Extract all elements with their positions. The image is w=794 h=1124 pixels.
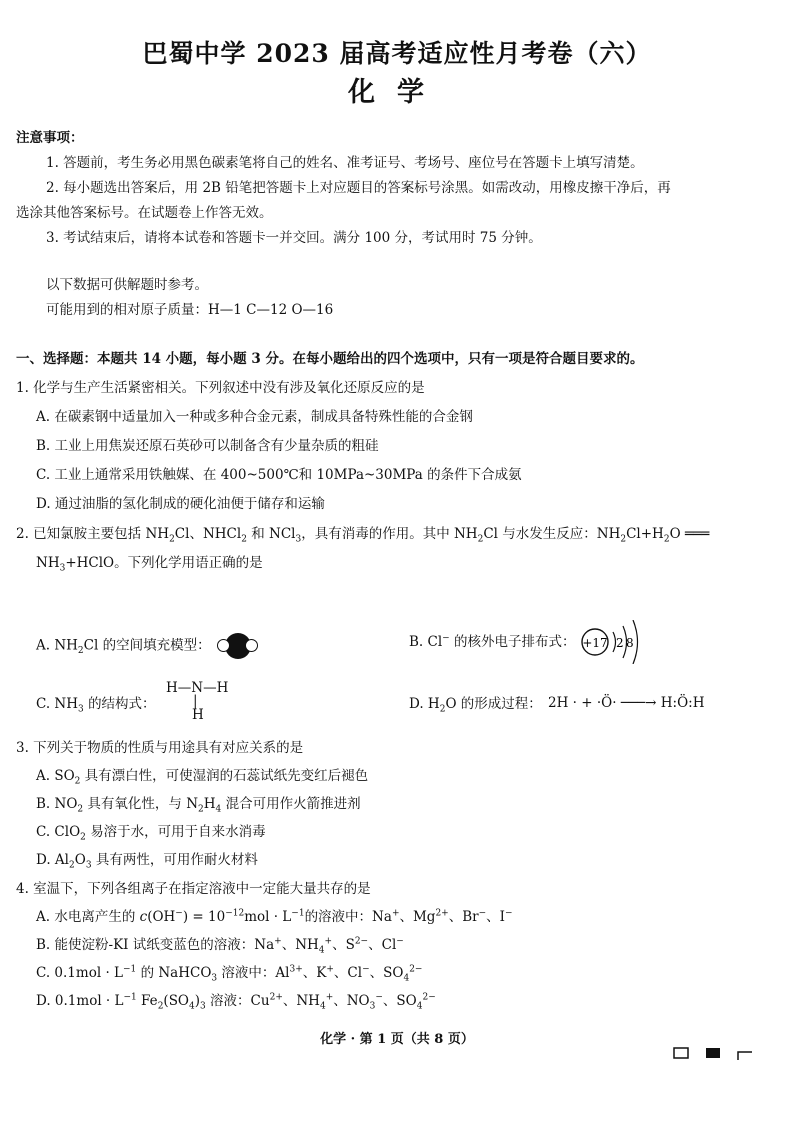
svg-text:2: 2 bbox=[616, 636, 624, 650]
q2-option-c: C. $NH_3$ 的结构式： bbox=[36, 696, 156, 715]
svg-text:+17: +17 bbox=[582, 636, 608, 650]
q3-stem: 3. 下列关于物质的性质与用途具有对应关系的是 bbox=[16, 740, 304, 756]
q3-option-c: C. ClO$_2$ 易溶于水，可用于自来水消毒 bbox=[36, 824, 266, 843]
q2-a-label: 的空间填充模型： bbox=[102, 637, 211, 654]
q2-d-label: 的形成过程： bbox=[460, 696, 542, 712]
q4-option-d: D. $0.1mol \cdot L^{-1}$ $Fe_2(SO_4)_3$ 溶液：$Cu^{2+}$、$NH_4^+$、$NO_3^-$、$SO_4^{2-}$ bbox=[36, 992, 436, 1012]
q4-stem: 4. 室温下，下列各组离子在指定溶液中一定能大量共存的是 bbox=[16, 881, 371, 897]
q3-option-b: B. $NO_2$ 具有氧化性，与 $N_2H_4$ 混合可用作火箭推进剂 bbox=[36, 796, 361, 815]
q1-option-c: C. 工业上通常采用铁触媒、在 400~500℃和 10MPa~30MPa 的条件下合成氨 bbox=[36, 467, 522, 483]
ammonia-lower-h: H bbox=[192, 707, 204, 723]
svg-text:8: 8 bbox=[626, 636, 634, 650]
q2-option-d: D. $H_2O$ 的形成过程： bbox=[409, 696, 542, 715]
notice-heading: 注意事项： bbox=[16, 130, 84, 146]
q3-option-d: D. $Al_2O_3$ 具有两性，可用作耐火材料 bbox=[36, 852, 258, 871]
scan-corner-marks-icon bbox=[672, 1044, 762, 1064]
q1-option-a: A. 在碳素钢中适量加入一种或多种合金元素，制成具备特殊性能的合金钢 bbox=[36, 409, 473, 425]
q2-stem-line-2: $NH_3+HClO$。下列化学用语正确的是 bbox=[36, 555, 263, 574]
q4-option-c: C. $0.1mol \cdot L^{-1}$ 的 NaHCO$_3$ 溶液中：$Al^{3+}$、K+、Cl−、$SO_4^{2-}$ bbox=[36, 964, 423, 984]
q3-d-text: 具有两性，可用作耐火材料 bbox=[95, 852, 258, 868]
q2-option-b: B. Cl− 的核外电子排布式： bbox=[409, 633, 576, 650]
page-footer: 化学 · 第 1 页（共 8 页） bbox=[320, 1032, 474, 1047]
q2-c-label: 的结构式： bbox=[88, 696, 156, 712]
subject-title: 化学 bbox=[348, 77, 446, 108]
space-filling-model-icon bbox=[217, 633, 259, 659]
q4-b-text: B. 能使淀粉-KI 试纸变蓝色的溶液： bbox=[36, 937, 255, 953]
q2-b-label: 的核外电子排布式： bbox=[454, 634, 576, 650]
chlorine-ion-shell-diagram-icon bbox=[580, 620, 640, 664]
q1-option-b: B. 工业上用焦炭还原石英砂可以制备含有少量杂质的粗硅 bbox=[36, 438, 379, 454]
ammonia-structural-formula: H—N—H bbox=[166, 680, 229, 696]
q3-b-text: 混合可用作火箭推进剂 bbox=[225, 796, 361, 812]
q4-option-b: B. 能使淀粉-KI 试纸变蓝色的溶液：Na+、$NH_4^+$、$S^{2-}$、Cl− bbox=[36, 936, 404, 956]
q1-option-d: D. 通过油脂的氢化制成的硬化油便于储存和运输 bbox=[36, 496, 325, 512]
q1-stem: 1. 化学与生产生活紧密相关。下列叙述中没有涉及氧化还原反应的是 bbox=[16, 380, 425, 396]
q2-option-a: A. $NH_2Cl$ 的空间填充模型： bbox=[36, 633, 259, 659]
atomic-masses: 可能用到的相对原子质量：H—1 C—12 O—16 bbox=[46, 302, 334, 318]
notice-item-1: 1. 答题前，考生务必用黑色碳素笔将自己的姓名、准考证号、考场号、座位号在答题卡上填写清楚。 bbox=[46, 155, 644, 171]
section-1-heading: 一、选择题：本题共 14 小题，每小题 3 分。在每小题给出的四个选项中，只有一项是符合题目要求的。 bbox=[16, 351, 644, 367]
notice-item-2: 2. 每小题选出答案后，用 2B 铅笔把答题卡上对应题目的答案标号涂黑。如需改动，用橡皮擦干净后，再 bbox=[46, 180, 671, 196]
water-formation-process: 2H · + ·Ö· ───→ H:Ö:H bbox=[548, 695, 705, 711]
q4-option-a: A. 水电离产生的 $c(OH^-) = 10^{-12}mol \cdot L^{-1}$的溶液中：Na+、$Mg^{2+}$、Br−、I− bbox=[36, 908, 513, 925]
q3-option-a: A. $SO_2$ 具有漂白性，可使湿润的石蕊试纸先变红后褪色 bbox=[36, 768, 369, 787]
notice-item-3: 3. 考试结束后，请将本试卷和答题卡一并交回。满分 100 分，考试用时 75 分钟。 bbox=[46, 230, 542, 246]
q2-stem-line-1: 2. 已知氯胺主要包括 $NH_2Cl$、NHCl$_2$ 和 NCl$_3$，具有消毒的作用。其中 $NH_2Cl$ 与水发生反应：$NH_2Cl+H_2O$ ═══ bbox=[16, 526, 710, 545]
q3-c-text: 易溶于水，可用于自来水消毒 bbox=[90, 824, 266, 840]
exam-title: 巴蜀中学 2023 届高考适应性月考卷（六） bbox=[142, 39, 652, 68]
ammonia-bond-line: | bbox=[193, 693, 198, 709]
reference-data-intro: 以下数据可供解题时参考。 bbox=[46, 277, 208, 293]
notice-item-2-cont: 选涂其他答案标号。在试题卷上作答无效。 bbox=[16, 205, 273, 221]
